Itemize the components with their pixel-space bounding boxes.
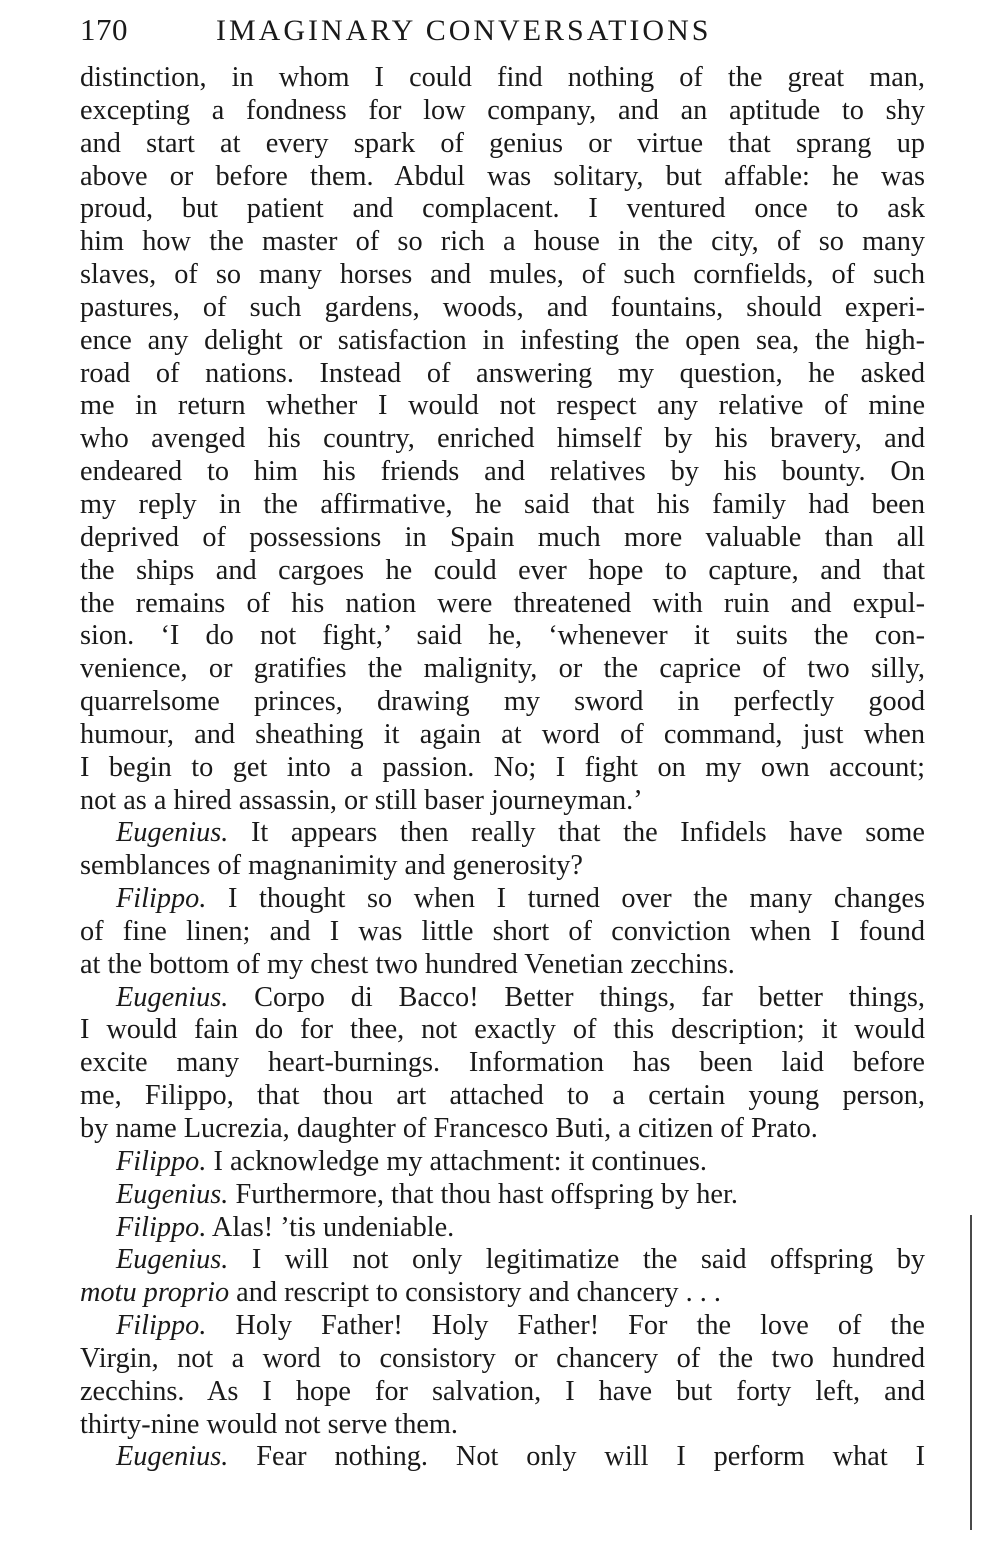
text-line: pastures, of such gardens, woods, and fountains, should experi-	[80, 291, 925, 323]
dialogue-line	[80, 817, 925, 850]
text-line	[80, 1277, 925, 1310]
text-line: of fine linen; and I was little short of conviction when I found	[80, 915, 925, 947]
text-line: me in return whether I would not respect any relative of mine	[80, 390, 925, 422]
text-line: not as a hired assassin, or still baser journeyman.’	[80, 784, 643, 816]
text-line: I begin to get into a passion. No; I fight on my own account;	[80, 751, 925, 783]
text-line: the remains of his nation were threatened with ruin and expul-	[80, 587, 925, 619]
dialogue-text: Holy Father! Holy Father! For the love of the	[206, 1310, 925, 1342]
running-head	[80, 12, 925, 62]
text-line: proud, but patient and complacent. I ventured once to ask	[80, 193, 925, 225]
dialogue-text: Fear nothing. Not only will I perform what I	[228, 1441, 925, 1473]
speaker-name: Filippo.	[116, 1145, 207, 1177]
text-line: slaves, of so many horses and mules, of such cornfields, of such	[80, 259, 925, 291]
speaker-name: Filippo.	[116, 883, 207, 915]
speaker-name: Eugenius.	[116, 1244, 229, 1276]
text-line: venience, or gratifies the malignity, or the caprice of two silly,	[80, 653, 925, 685]
text-line: sion. ‘I do not fight,’ said he, ‘whenever it suits the con-	[80, 620, 925, 652]
speaker-name: Eugenius.	[116, 1441, 229, 1473]
margin-rule	[970, 1215, 972, 1530]
text-line: ence any delight or satisfaction in infesting the open sea, the high-	[80, 324, 925, 356]
dialogue-line	[80, 1244, 925, 1277]
speaker-name: Eugenius.	[116, 981, 229, 1013]
text-line: my reply in the affirmative, he said that his family had been	[80, 488, 925, 520]
dialogue-line	[80, 1310, 925, 1343]
running-title: IMAGINARY CONVERSATIONS	[216, 14, 712, 47]
dialogue-text: Alas! ’tis undeniable.	[206, 1211, 455, 1243]
dialogue-text: Corpo di Bacco! Better things, far better things,	[228, 981, 925, 1013]
text-line: excite many heart-burnings. Information has been laid before	[80, 1047, 925, 1079]
speaker-name: Eugenius.	[116, 1178, 229, 1210]
text-line: Virgin, not a word to consistory or chancery of the two hundred	[80, 1342, 925, 1374]
text-line: me, Filippo, that thou art attached to a certain young person,	[80, 1080, 925, 1112]
text-line: road of nations. Instead of answering my question, he asked	[80, 357, 925, 389]
latin-term: motu proprio	[80, 1277, 230, 1309]
text-line: semblances of magnanimity and generosity?	[80, 850, 583, 882]
text-line: thirty-nine would not serve them.	[80, 1408, 459, 1440]
text-line: endeared to him his friends and relatives by his bounty. On	[80, 456, 925, 488]
text-line: at the bottom of my chest two hundred Venetian zecchins.	[80, 948, 735, 980]
book-page	[80, 12, 925, 1474]
body-text	[80, 62, 925, 1474]
dialogue-line	[80, 982, 925, 1015]
text-line: by name Lucrezia, daughter of Francesco Buti, a citizen of Prato.	[80, 1113, 818, 1144]
page-number: 170	[80, 12, 128, 47]
text-line: who avenged his country, enriched himself by his bravery, and	[80, 423, 925, 455]
text-line: humour, and sheathing it again at word of command, just when	[80, 718, 925, 750]
text-line: above or before them. Abdul was solitary, but affable: he was	[80, 160, 925, 192]
dialogue-line	[80, 883, 925, 916]
dialogue-line	[80, 1441, 925, 1474]
text-line: quarrelsome princes, drawing my sword in perfectly good	[80, 686, 925, 718]
text-line: deprived of possessions in Spain much more valuable than all	[80, 521, 925, 553]
speaker-name: Filippo.	[116, 1310, 207, 1342]
speaker-name: Eugenius.	[116, 817, 229, 849]
text-line: him how the master of so rich a house in the city, of so many	[80, 226, 925, 258]
text-line: I would fain do for thee, not exactly of this description; it would	[80, 1014, 925, 1046]
dialogue-line	[80, 1146, 925, 1179]
text-line: and start at every spark of genius or virtue that sprang up	[80, 127, 925, 159]
dialogue-text: Furthermore, that thou hast offspring by her.	[228, 1178, 738, 1210]
dialogue-text: I will not only legitimatize the said offspring by	[228, 1244, 925, 1276]
text-line: the ships and cargoes he could ever hope to capture, and that	[80, 554, 925, 586]
text-line: distinction, in whom I could find nothing of the great man,	[80, 62, 925, 93]
dialogue-text: I thought so when I turned over the many changes	[206, 883, 925, 915]
speaker-name: Filippo.	[116, 1211, 207, 1243]
text-line: zecchins. As I hope for salvation, I have but forty left, and	[80, 1375, 925, 1407]
dialogue-text: and rescript to consistory and chancery . . .	[229, 1277, 722, 1309]
dialogue-line	[80, 1212, 925, 1245]
dialogue-line	[80, 1179, 925, 1212]
dialogue-text: It appears then really that the Infidels have some	[228, 817, 925, 849]
text-line: excepting a fondness for low company, and an aptitude to shy	[80, 94, 925, 126]
dialogue-text: I acknowledge my attachment: it continues.	[206, 1145, 707, 1177]
